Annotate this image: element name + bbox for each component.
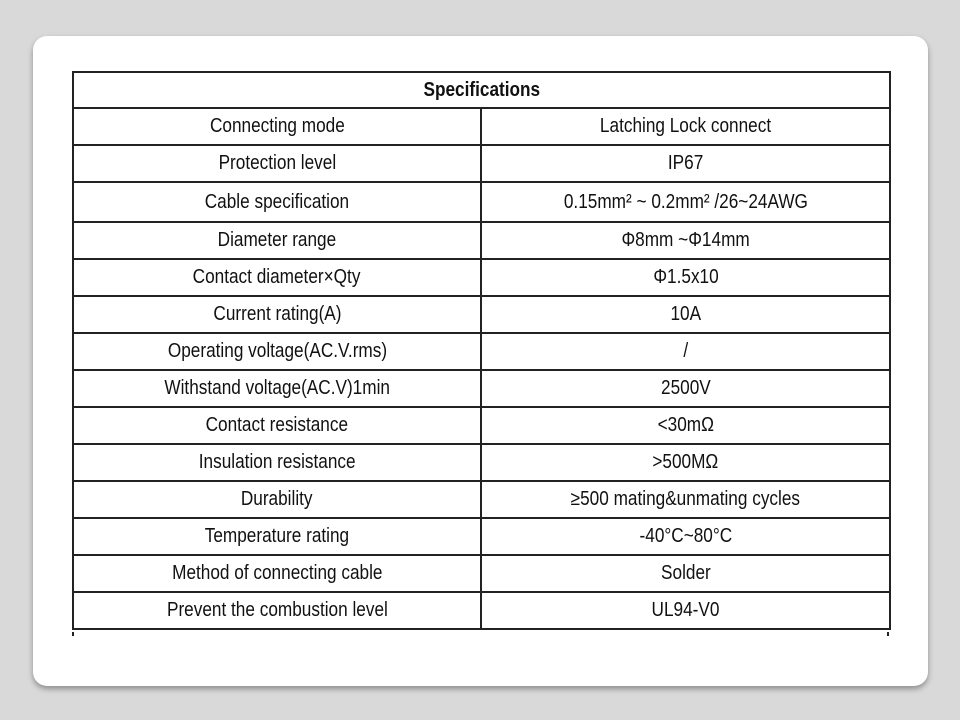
row-value: -40°C~80°C [481, 518, 890, 555]
row-label: Temperature rating [73, 518, 481, 555]
row-value: UL94-V0 [481, 592, 890, 629]
row-value: 10A [481, 296, 890, 333]
row-value: >500MΩ [481, 444, 890, 481]
row-label: Contact resistance [73, 407, 481, 444]
row-label: Insulation resistance [73, 444, 481, 481]
row-label: Connecting mode [73, 108, 481, 145]
table-row [73, 296, 890, 333]
row-value: Φ8mm ~Φ14mm [481, 222, 890, 259]
row-label: Current rating(A) [73, 296, 481, 333]
table-row [73, 555, 890, 592]
slide-card [33, 36, 928, 686]
table-row [73, 145, 890, 182]
row-value: / [481, 333, 890, 370]
table-row [73, 518, 890, 555]
row-label: Method of connecting cable [73, 555, 481, 592]
row-value: IP67 [481, 145, 890, 182]
row-label: Diameter range [73, 222, 481, 259]
table-row [73, 481, 890, 518]
table-row [73, 592, 890, 629]
specifications-table [72, 71, 891, 630]
row-value: 2500V [481, 370, 890, 407]
row-label: Durability [73, 481, 481, 518]
row-value: Φ1.5x10 [481, 259, 890, 296]
table-row [73, 222, 890, 259]
row-label: Operating voltage(AC.V.rms) [73, 333, 481, 370]
table-row [73, 333, 890, 370]
row-value: <30mΩ [481, 407, 890, 444]
table-row [73, 444, 890, 481]
row-label: Cable specification [73, 182, 481, 222]
row-value: Latching Lock connect [481, 108, 890, 145]
row-label: Contact diameter×Qty [73, 259, 481, 296]
row-value: 0.15mm² ~ 0.2mm² /26~24AWG [481, 182, 890, 222]
table-row [73, 370, 890, 407]
table-row [73, 259, 890, 296]
table-header-row [73, 72, 890, 108]
row-value: Solder [481, 555, 890, 592]
row-label: Withstand voltage(AC.V)1min [73, 370, 481, 407]
table-row [73, 407, 890, 444]
row-label: Prevent the combustion level [73, 592, 481, 629]
table-continuation-edge [72, 632, 889, 636]
table-title: Specifications [73, 72, 890, 108]
row-value: ≥500 mating&unmating cycles [481, 481, 890, 518]
table-row [73, 182, 890, 222]
row-label: Protection level [73, 145, 481, 182]
table-row [73, 108, 890, 145]
